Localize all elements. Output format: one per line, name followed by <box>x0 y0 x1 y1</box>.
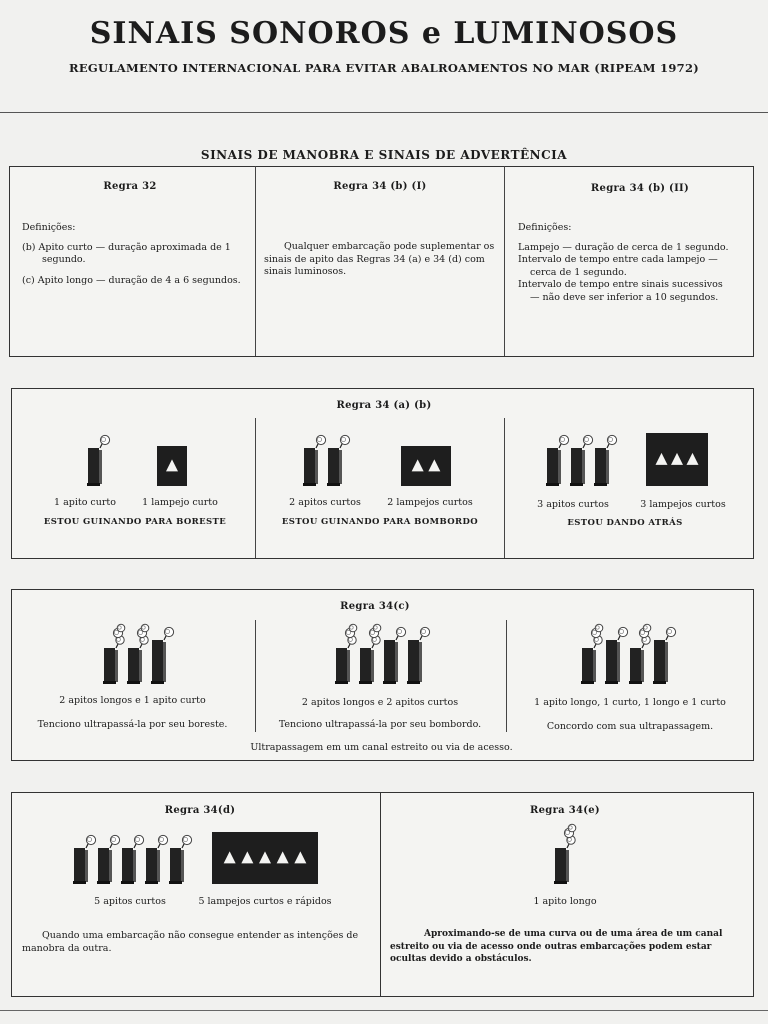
whistle-group <box>102 624 177 686</box>
flash-panel <box>401 446 451 486</box>
rule-32-line: (c) Apito longo — duração de 4 a 6 segundos. <box>22 274 241 286</box>
meaning-label: ESTOU GUINANDO PARA BOMBORDO <box>281 517 479 527</box>
rule-34b2-line: Intervalo de tempo entre cada lampejo — cerca de 1 segundo. <box>518 254 718 278</box>
short-whistle-icon <box>546 435 569 486</box>
whistle-caption: 1 apito longo <box>533 896 597 907</box>
short-whistle-icon <box>73 835 96 884</box>
rule-32-text <box>22 222 244 287</box>
meaning-label: ESTOU GUINANDO PARA BORESTE <box>43 517 227 527</box>
panel-34ab-rule: Regra 34 (a) (b) <box>336 400 432 411</box>
panel-34ab-divider-2 <box>504 418 505 558</box>
whistle-group <box>302 432 362 488</box>
short-whistle-icon <box>653 627 676 684</box>
whistle-group <box>545 432 625 488</box>
signal-caption: 2 apitos longos e 2 apitos curtos <box>301 697 459 708</box>
signal-caption: 2 apitos longos e 1 apito curto <box>59 695 206 706</box>
short-whistle-icon <box>87 435 110 486</box>
whistle-group <box>334 624 434 686</box>
signal-caption: 1 apito longo, 1 curto, 1 longo e 1 curto <box>534 697 726 708</box>
flash-caption: 5 lampejos curtos e rápidos <box>198 896 332 907</box>
flash-panel <box>157 446 187 486</box>
whistle-group <box>580 624 680 686</box>
panel-34d-description: Quando uma embarcação não consegue entender as intenções de manobra da outra. <box>22 930 359 954</box>
long-whistle-icon <box>359 624 381 684</box>
rule-34b2-line: Lampejo — duração de cerca de 1 segundo. <box>518 241 729 253</box>
panel-34d <box>11 792 382 997</box>
rule-34b2-label: Regra 34 (b) (II) <box>590 183 690 194</box>
short-whistle-icon <box>151 627 174 684</box>
flash-caption: 3 lampejos curtos <box>640 499 726 510</box>
definitions-divider-2 <box>504 166 505 356</box>
definitions-divider-1 <box>255 166 256 356</box>
short-whistle-icon <box>407 627 430 684</box>
short-whistle-icon <box>169 835 192 884</box>
panel-34c-divider-2 <box>506 620 507 732</box>
page-subtitle: REGULAMENTO INTERNACIONAL PARA EVITAR ABALROAMENTOS NO MAR (RIPEAM 1972) <box>68 61 700 75</box>
header-divider <box>0 112 768 113</box>
rule-34b2-line: Definições: <box>518 222 572 233</box>
long-whistle-icon <box>103 624 125 684</box>
short-whistle-icon <box>97 835 120 884</box>
panel-34e-rule: Regra 34(e) <box>530 805 600 816</box>
meaning-label: ESTOU DANDO ATRÁS <box>567 518 683 528</box>
short-whistle-icon <box>121 835 144 884</box>
short-whistle-icon <box>145 835 168 884</box>
page-title: SINAIS SONOROS e LUMINOSOS <box>89 16 679 51</box>
section-title: SINAIS DE MANOBRA E SINAIS DE ADVERTÊNCIA <box>200 148 568 162</box>
panel-34ab-divider-1 <box>255 418 256 558</box>
rule-34b1-label: Regra 34 (b) (I) <box>333 181 427 192</box>
panel-34d-rule: Regra 34(d) <box>164 805 236 816</box>
long-whistle-icon <box>554 824 576 884</box>
whistle-caption: 1 apito curto <box>54 497 116 508</box>
flash-caption: 2 lampejos curtos <box>387 497 473 508</box>
meaning-caption: Tenciono ultrapassá-la por seu boreste. <box>37 719 228 730</box>
panel-34e <box>380 792 754 997</box>
whistle-group <box>72 832 197 886</box>
flash-caption: 1 lampejo curto <box>142 497 218 508</box>
long-whistle-icon <box>629 624 651 684</box>
short-whistle-icon <box>605 627 628 684</box>
long-whistle-icon <box>127 624 149 684</box>
rule-32-label: Regra 32 <box>103 181 157 192</box>
short-whistle-icon <box>303 435 326 486</box>
short-whistle-icon <box>594 435 617 486</box>
rule-34b2-text <box>518 222 730 304</box>
whistle-caption: 3 apitos curtos <box>537 499 609 510</box>
whistle-caption: 5 apitos curtos <box>94 896 166 907</box>
rule-34b2-line: Intervalo de tempo entre sinais sucessivos — não deve ser inferior a 10 segundos. <box>518 279 723 303</box>
page-bottom-edge <box>0 1010 768 1011</box>
short-whistle-icon <box>570 435 593 486</box>
whistle-group <box>553 824 583 886</box>
long-whistle-icon <box>581 624 603 684</box>
whistle-caption: 2 apitos curtos <box>289 497 361 508</box>
short-whistle-icon <box>327 435 350 486</box>
panel-34c-rule: Regra 34(c) <box>340 601 410 612</box>
rule-32-line: (b) Apito curto — duração aproximada de 1 segundo. <box>22 241 231 265</box>
rule-34b1-text <box>264 241 496 279</box>
meaning-caption: Tenciono ultrapassá-la por seu bombordo. <box>278 719 482 730</box>
rule-34b1-line: Qualquer embarcação pode suplementar os sinais de apito das Regras 34 (a) e 34 (d) com sinais luminosos. <box>264 241 495 277</box>
short-whistle-icon <box>383 627 406 684</box>
meaning-caption: Concordo com sua ultrapassagem. <box>546 721 714 732</box>
panel-34c-footer: Ultrapassagem em um canal estreito ou via de acesso. <box>250 742 513 753</box>
whistle-group <box>86 432 126 488</box>
rule-32-line: Definições: <box>22 222 76 233</box>
panel-34e-description: Aproximando-se de uma curva ou de uma área de um canal estreito ou via de acesso onde outras embarcações podem estar ocultas devido a obstáculos. <box>390 929 723 964</box>
panel-34c-divider-1 <box>255 620 256 732</box>
long-whistle-icon <box>335 624 357 684</box>
flash-panel <box>212 832 318 884</box>
flash-panel <box>646 433 708 486</box>
